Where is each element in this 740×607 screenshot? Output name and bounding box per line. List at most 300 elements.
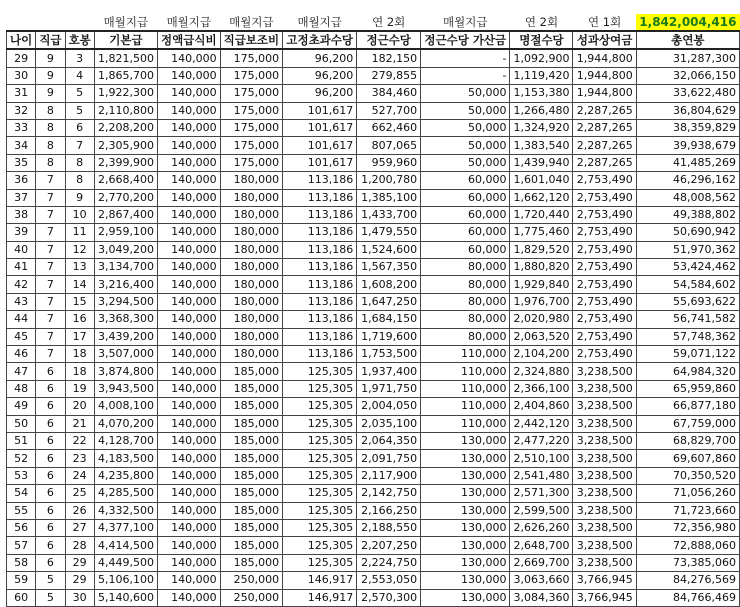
payment-frequency-cell (7, 14, 36, 31)
table-row (7, 259, 740, 276)
table-cell: 21 (65, 415, 94, 432)
table-cell: 1,937,400 (357, 363, 421, 380)
table-cell: 50,690,942 (636, 224, 739, 241)
table-cell: 37 (7, 189, 36, 206)
table-cell: 6 (36, 537, 65, 554)
table-cell: 4,128,700 (94, 432, 157, 449)
table-cell: 185,000 (220, 363, 283, 380)
table-cell: 113,186 (283, 328, 357, 345)
table-cell: 2,224,750 (357, 554, 421, 571)
column-header: 명절수당 (510, 31, 573, 49)
table-cell: 26 (65, 502, 94, 519)
table-cell: 2,404,860 (510, 398, 573, 415)
table-cell: 3,238,500 (573, 450, 636, 467)
table-cell: 101,617 (283, 119, 357, 136)
table-cell: 60 (7, 589, 36, 606)
table-cell: 45 (7, 328, 36, 345)
table-cell: 22 (65, 432, 94, 449)
salary-table (6, 14, 740, 607)
table-cell: 5 (36, 589, 65, 606)
table-cell: 2,599,500 (510, 502, 573, 519)
table-row (7, 502, 740, 519)
table-cell: 20 (65, 398, 94, 415)
table-cell: 65,959,860 (636, 380, 739, 397)
table-row (7, 346, 740, 363)
table-cell: 2,570,300 (357, 589, 421, 606)
table-cell: 71,056,260 (636, 485, 739, 502)
table-cell: 2,753,490 (573, 259, 636, 276)
table-cell: 32 (7, 102, 36, 119)
table-cell: 7 (36, 276, 65, 293)
table-cell: 55,693,622 (636, 293, 739, 310)
table-cell: 80,000 (421, 293, 510, 310)
table-cell: 3,238,500 (573, 415, 636, 432)
table-cell: - (421, 49, 510, 67)
table-cell: 2,753,490 (573, 206, 636, 223)
table-cell: 2,477,220 (510, 432, 573, 449)
table-cell: 175,000 (220, 154, 283, 171)
table-cell: 59,071,122 (636, 346, 739, 363)
table-cell: 185,000 (220, 502, 283, 519)
payment-frequency-cell (36, 14, 65, 31)
table-cell: 80,000 (421, 259, 510, 276)
table-cell: 125,305 (283, 519, 357, 536)
table-row (7, 293, 740, 310)
table-row (7, 206, 740, 223)
table-cell: 3,238,500 (573, 363, 636, 380)
table-cell: 180,000 (220, 206, 283, 223)
table-cell: 2,287,265 (573, 137, 636, 154)
table-cell: 2,753,490 (573, 189, 636, 206)
table-cell: 1,976,700 (510, 293, 573, 310)
table-cell: 185,000 (220, 450, 283, 467)
table-cell: 6 (36, 467, 65, 484)
table-cell: 140,000 (158, 189, 221, 206)
table-cell: 2,959,100 (94, 224, 157, 241)
table-cell: 39 (7, 224, 36, 241)
table-cell: 56,741,582 (636, 311, 739, 328)
table-cell: 3,943,500 (94, 380, 157, 397)
table-cell: 175,000 (220, 67, 283, 84)
table-row (7, 311, 740, 328)
table-cell: 12 (65, 241, 94, 258)
table-cell: 2,207,250 (357, 537, 421, 554)
table-cell: 60,000 (421, 189, 510, 206)
table-row (7, 519, 740, 536)
table-cell: 2,063,520 (510, 328, 573, 345)
table-cell: 6 (36, 519, 65, 536)
table-cell: 7 (65, 137, 94, 154)
table-cell: 250,000 (220, 572, 283, 589)
table-cell: 49 (7, 398, 36, 415)
table-cell: 64,984,320 (636, 363, 739, 380)
table-cell: 279,855 (357, 67, 421, 84)
table-cell: 130,000 (421, 432, 510, 449)
table-row (7, 85, 740, 102)
table-cell: 4,332,500 (94, 502, 157, 519)
table-cell: 7 (36, 259, 65, 276)
table-cell: 113,186 (283, 346, 357, 363)
table-cell: 2,753,490 (573, 241, 636, 258)
table-cell: 110,000 (421, 380, 510, 397)
table-cell: 140,000 (158, 154, 221, 171)
table-row (7, 450, 740, 467)
table-cell: 50,000 (421, 154, 510, 171)
table-cell: 6 (36, 502, 65, 519)
table-cell: 51,970,362 (636, 241, 739, 258)
table-cell: 140,000 (158, 398, 221, 415)
payment-frequency-cell (65, 14, 94, 31)
table-cell: 8 (65, 154, 94, 171)
table-cell: 2,188,550 (357, 519, 421, 536)
table-cell: 14 (65, 276, 94, 293)
table-cell: 2,626,260 (510, 519, 573, 536)
table-cell: 180,000 (220, 241, 283, 258)
salary-table-container (6, 14, 740, 607)
table-cell: 175,000 (220, 49, 283, 67)
table-cell: 175,000 (220, 137, 283, 154)
table-cell: 1,433,700 (357, 206, 421, 223)
table-cell: 3,238,500 (573, 554, 636, 571)
table-cell: 2,104,200 (510, 346, 573, 363)
table-cell: 3,507,000 (94, 346, 157, 363)
table-cell: 180,000 (220, 259, 283, 276)
table-cell: 2,669,700 (510, 554, 573, 571)
table-row (7, 241, 740, 258)
table-cell: 3,049,200 (94, 241, 157, 258)
table-cell: 3,238,500 (573, 380, 636, 397)
table-cell: 101,617 (283, 102, 357, 119)
table-cell: 1,719,600 (357, 328, 421, 345)
table-row (7, 49, 740, 67)
table-cell: 146,917 (283, 572, 357, 589)
payment-frequency-cell: 매월지급 (166, 15, 212, 29)
table-cell: 7 (36, 241, 65, 258)
table-cell: 140,000 (158, 276, 221, 293)
table-row (7, 224, 740, 241)
table-cell: 3,766,945 (573, 572, 636, 589)
table-cell: 29 (65, 572, 94, 589)
table-cell: 72,356,980 (636, 519, 739, 536)
table-cell: 125,305 (283, 415, 357, 432)
table-cell: 185,000 (220, 432, 283, 449)
table-cell: 2,571,300 (510, 485, 573, 502)
table-cell: 47 (7, 363, 36, 380)
table-row (7, 485, 740, 502)
table-cell: 125,305 (283, 398, 357, 415)
table-cell: 130,000 (421, 537, 510, 554)
table-cell: 35 (7, 154, 36, 171)
table-cell: 130,000 (421, 485, 510, 502)
table-cell: 1,753,500 (357, 346, 421, 363)
table-cell: 7 (36, 293, 65, 310)
table-cell: 18 (65, 346, 94, 363)
table-cell: 40 (7, 241, 36, 258)
table-cell: 2,020,980 (510, 311, 573, 328)
table-cell: 8 (65, 172, 94, 189)
table-cell: 113,186 (283, 293, 357, 310)
table-cell: 2,867,400 (94, 206, 157, 223)
table-cell: 3,294,500 (94, 293, 157, 310)
table-cell: 52 (7, 450, 36, 467)
table-cell: 180,000 (220, 328, 283, 345)
salary-table-body (7, 49, 740, 606)
table-row (7, 363, 740, 380)
table-row (7, 67, 740, 84)
table-cell: 96,200 (283, 85, 357, 102)
table-cell: 41 (7, 259, 36, 276)
table-cell: 180,000 (220, 189, 283, 206)
table-cell: 50,000 (421, 137, 510, 154)
table-cell: 5 (65, 102, 94, 119)
table-cell: 140,000 (158, 311, 221, 328)
table-cell: 38,359,829 (636, 119, 739, 136)
table-cell: 50,000 (421, 102, 510, 119)
table-cell: 146,917 (283, 589, 357, 606)
column-header: 고정초과수당 (283, 31, 357, 49)
table-cell: 4,235,800 (94, 467, 157, 484)
table-cell: 2,091,750 (357, 450, 421, 467)
table-cell: 125,305 (283, 363, 357, 380)
table-cell: 29 (7, 49, 36, 67)
table-cell: 56 (7, 519, 36, 536)
table-cell: 60,000 (421, 206, 510, 223)
table-cell: 110,000 (421, 398, 510, 415)
table-cell: 50,000 (421, 119, 510, 136)
table-cell: 130,000 (421, 502, 510, 519)
table-cell: 5,106,100 (94, 572, 157, 589)
table-cell: 48 (7, 380, 36, 397)
table-cell: 33 (7, 119, 36, 136)
table-cell: 17 (65, 328, 94, 345)
table-cell: 60,000 (421, 172, 510, 189)
table-cell: 2,287,265 (573, 119, 636, 136)
table-cell: 140,000 (158, 85, 221, 102)
table-cell: 185,000 (220, 537, 283, 554)
table-cell: 19 (65, 380, 94, 397)
table-cell: 113,186 (283, 259, 357, 276)
table-cell: 28 (65, 537, 94, 554)
table-cell: 1,865,700 (94, 67, 157, 84)
table-cell: 1,479,550 (357, 224, 421, 241)
table-cell: 31,287,300 (636, 49, 739, 67)
table-cell: 1,153,380 (510, 85, 573, 102)
table-cell: 73,385,060 (636, 554, 739, 571)
table-cell: 959,960 (357, 154, 421, 171)
table-cell: 6 (65, 119, 94, 136)
table-cell: 140,000 (158, 502, 221, 519)
table-cell: 15 (65, 293, 94, 310)
table-cell: 1,200,780 (357, 172, 421, 189)
table-cell: 3,084,360 (510, 589, 573, 606)
table-cell: 185,000 (220, 398, 283, 415)
table-cell: 110,000 (421, 415, 510, 432)
table-row (7, 467, 740, 484)
table-cell: 59 (7, 572, 36, 589)
table-cell: 54,584,602 (636, 276, 739, 293)
table-cell: 2,287,265 (573, 102, 636, 119)
table-cell: 140,000 (158, 346, 221, 363)
table-cell: 57 (7, 537, 36, 554)
table-cell: 2,110,800 (94, 102, 157, 119)
table-cell: 54 (7, 485, 36, 502)
table-cell: 4,183,500 (94, 450, 157, 467)
table-cell: 9 (36, 49, 65, 67)
table-cell: 101,617 (283, 154, 357, 171)
table-cell: 384,460 (357, 85, 421, 102)
table-cell: 2,753,490 (573, 172, 636, 189)
table-cell: 24 (65, 467, 94, 484)
table-cell: 11 (65, 224, 94, 241)
table-cell: 46,296,162 (636, 172, 739, 189)
table-cell: 180,000 (220, 172, 283, 189)
payment-frequency-cell: 매월지급 (229, 15, 274, 29)
table-cell: 3,368,300 (94, 311, 157, 328)
table-cell: 175,000 (220, 102, 283, 119)
column-header: 기본급 (94, 31, 157, 49)
table-cell: 2,287,265 (573, 154, 636, 171)
table-row (7, 415, 740, 432)
table-cell: 1,944,800 (573, 49, 636, 67)
table-cell: 33,622,480 (636, 85, 739, 102)
table-cell: 6 (36, 415, 65, 432)
table-cell: 185,000 (220, 554, 283, 571)
column-header: 정근수당 가산금 (421, 31, 510, 49)
table-cell: 1,119,420 (510, 67, 573, 84)
table-cell: 527,700 (357, 102, 421, 119)
table-cell: 113,186 (283, 241, 357, 258)
column-header: 총연봉 (636, 31, 739, 49)
table-cell: 7 (36, 346, 65, 363)
table-cell: 1,944,800 (573, 85, 636, 102)
table-cell: 3,238,500 (573, 502, 636, 519)
payment-frequency-row (7, 14, 740, 31)
column-header: 나이 (7, 31, 36, 49)
table-cell: 29 (65, 554, 94, 571)
table-cell: 44 (7, 311, 36, 328)
table-cell: 140,000 (158, 554, 221, 571)
table-cell: 125,305 (283, 537, 357, 554)
table-cell: 140,000 (158, 172, 221, 189)
table-cell: 1,821,500 (94, 49, 157, 67)
table-cell: 23 (65, 450, 94, 467)
table-cell: 80,000 (421, 328, 510, 345)
table-cell: 96,200 (283, 67, 357, 84)
table-cell: 41,485,269 (636, 154, 739, 171)
table-cell: 1,647,250 (357, 293, 421, 310)
table-row (7, 137, 740, 154)
table-cell: 1,775,460 (510, 224, 573, 241)
table-cell: 113,186 (283, 172, 357, 189)
table-cell: 1,929,840 (510, 276, 573, 293)
table-cell: 46 (7, 346, 36, 363)
table-cell: 3,874,800 (94, 363, 157, 380)
column-header: 정액급식비 (158, 31, 221, 49)
table-cell: 1,439,940 (510, 154, 573, 171)
table-cell: 125,305 (283, 467, 357, 484)
table-cell: 2,305,900 (94, 137, 157, 154)
table-cell: 662,460 (357, 119, 421, 136)
table-cell: 140,000 (158, 432, 221, 449)
table-cell: 2,117,900 (357, 467, 421, 484)
payment-frequency-cell: 연 1회 (588, 15, 622, 29)
table-cell: 7 (36, 328, 65, 345)
table-cell: 110,000 (421, 363, 510, 380)
payment-frequency-cell: 매월지급 (443, 15, 488, 29)
table-cell: 25 (65, 485, 94, 502)
table-cell: 180,000 (220, 224, 283, 241)
table-cell: 3,238,500 (573, 485, 636, 502)
table-cell: 125,305 (283, 502, 357, 519)
table-cell: 185,000 (220, 519, 283, 536)
table-cell: 3,238,500 (573, 432, 636, 449)
table-cell: 185,000 (220, 485, 283, 502)
table-cell: 58 (7, 554, 36, 571)
table-row (7, 328, 740, 345)
table-cell: 175,000 (220, 85, 283, 102)
table-cell: 2,399,900 (94, 154, 157, 171)
table-cell: 3,238,500 (573, 398, 636, 415)
table-cell: 6 (36, 450, 65, 467)
table-row (7, 589, 740, 606)
table-row (7, 154, 740, 171)
table-cell: 130,000 (421, 450, 510, 467)
table-cell: 7 (36, 189, 65, 206)
table-cell: 1,880,820 (510, 259, 573, 276)
table-row (7, 398, 740, 415)
table-cell: 6 (36, 363, 65, 380)
table-cell: 4,414,500 (94, 537, 157, 554)
table-cell: 3,063,660 (510, 572, 573, 589)
table-cell: 1,608,200 (357, 276, 421, 293)
table-cell: 9 (36, 67, 65, 84)
table-cell: 67,759,000 (636, 415, 739, 432)
table-cell: 140,000 (158, 224, 221, 241)
table-cell: 53,424,462 (636, 259, 739, 276)
table-row (7, 432, 740, 449)
table-cell: 125,305 (283, 554, 357, 571)
table-cell: 140,000 (158, 572, 221, 589)
table-cell: 140,000 (158, 49, 221, 67)
table-cell: 3 (65, 49, 94, 67)
table-cell: 250,000 (220, 589, 283, 606)
table-cell: 49,388,802 (636, 206, 739, 223)
table-cell: 1,601,040 (510, 172, 573, 189)
table-cell: 1,524,600 (357, 241, 421, 258)
table-cell: 51 (7, 432, 36, 449)
table-cell: 1,829,520 (510, 241, 573, 258)
table-cell: 2,753,490 (573, 311, 636, 328)
table-cell: 30 (65, 589, 94, 606)
table-cell: 185,000 (220, 467, 283, 484)
table-cell: 1,567,350 (357, 259, 421, 276)
table-cell: 8 (36, 119, 65, 136)
table-cell: 140,000 (158, 519, 221, 536)
table-cell: 50 (7, 415, 36, 432)
table-cell: 2,442,120 (510, 415, 573, 432)
table-cell: 1,922,300 (94, 85, 157, 102)
table-cell: 130,000 (421, 554, 510, 571)
table-cell: 140,000 (158, 241, 221, 258)
table-cell: 140,000 (158, 293, 221, 310)
table-cell: 113,186 (283, 311, 357, 328)
table-cell: 185,000 (220, 380, 283, 397)
table-cell: 1,944,800 (573, 67, 636, 84)
table-cell: 60,000 (421, 241, 510, 258)
table-cell: 140,000 (158, 450, 221, 467)
table-cell: 140,000 (158, 206, 221, 223)
table-cell: - (421, 67, 510, 84)
